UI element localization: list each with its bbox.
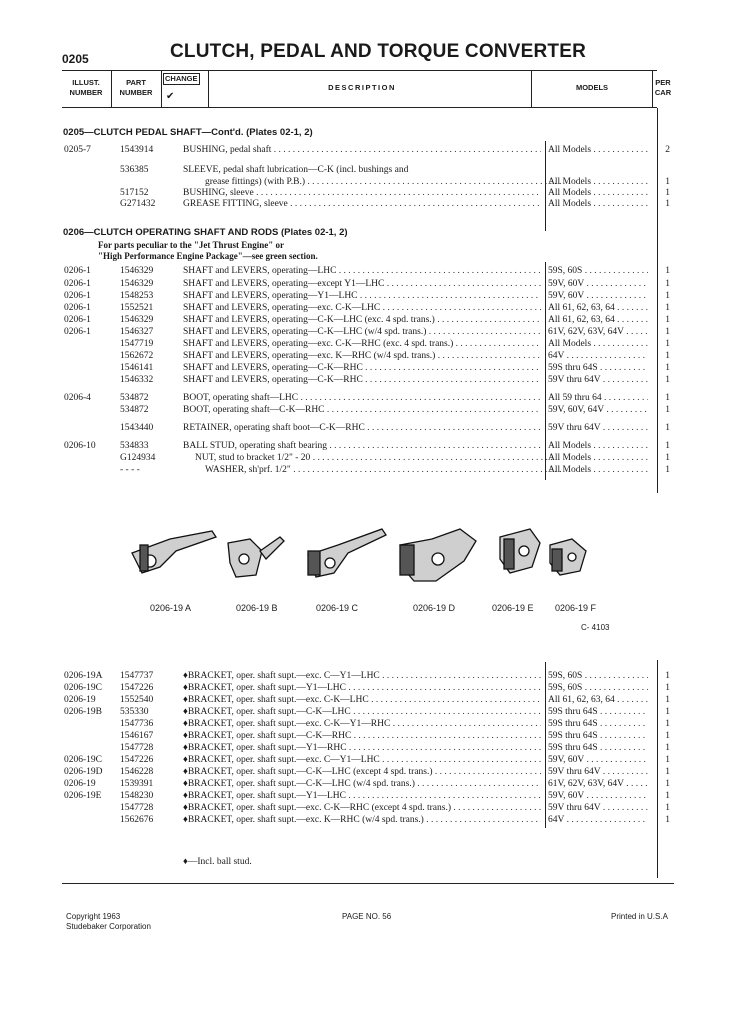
part-description: SHAFT and LEVERS, operating—LHC . . .	[183, 266, 541, 277]
part-description: ♦BRACKET, oper. shaft supt.—C-K—RHC . . .	[183, 731, 541, 742]
part-description: BOOT, operating shaft—C-K—RHC . . .	[183, 405, 541, 416]
part-number: 1546329	[120, 315, 154, 325]
table-row	[62, 375, 672, 386]
model-applicability: 59S thru 64S . . .	[548, 731, 648, 742]
table-row	[62, 779, 672, 790]
illustration-number: 0206-4	[64, 393, 91, 403]
model-applicability: 59V thru 64V . . .	[548, 423, 648, 434]
section-number: 0205	[62, 52, 89, 66]
model-applicability: 59V, 60V . . .	[548, 755, 648, 766]
col-description: DESCRIPTION	[328, 83, 396, 92]
quantity-per-car: 1	[665, 393, 670, 403]
table-row	[62, 441, 672, 452]
quantity-per-car: 1	[665, 671, 670, 681]
table-row	[62, 327, 672, 338]
quantity-per-car: 1	[665, 303, 670, 313]
model-applicability: 59V thru 64V . . .	[548, 375, 648, 386]
part-description: WASHER, sh'prf. 1/2" . . .	[183, 465, 563, 476]
part-number: 535330	[120, 707, 149, 717]
part-description: BUSHING, pedal shaft . . .	[183, 145, 541, 156]
model-applicability: All Models . . .	[548, 339, 648, 350]
table-row	[62, 683, 672, 694]
part-description: ♦BRACKET, oper. shaft supt.—C-K—LHC (except 4 spd. trans.) . . .	[183, 767, 541, 778]
part-description: ♦BRACKET, oper. shaft supt.—C-K—LHC . . .	[183, 707, 541, 718]
bracket-parts-drawing	[120, 515, 600, 595]
part-description: SHAFT and LEVERS, operating—C-K—LHC (w/4 spd. trans.) . . .	[183, 327, 541, 338]
part-description: RETAINER, operating shaft boot—C-K—RHC . . .	[183, 423, 541, 434]
model-applicability: 64V . . .	[548, 815, 648, 826]
quantity-per-car: 1	[665, 719, 670, 729]
table-row	[62, 743, 672, 754]
quantity-per-car: 1	[665, 815, 670, 825]
part-description: ♦BRACKET, oper. shaft supt.—Y1—LHC . . .	[183, 791, 541, 802]
illustration-number: 0206-19B	[64, 707, 102, 717]
model-applicability: 59S thru 64S . . .	[548, 363, 648, 374]
table-row	[62, 291, 672, 302]
part-number: 1543440	[120, 423, 154, 433]
model-applicability: 61V, 62V, 63V, 64V . . .	[548, 779, 648, 790]
col-per-car: PER CAR	[654, 78, 672, 97]
part-description: ♦BRACKET, oper. shaft supt.—exc. C—Y1—LHC . . .	[183, 755, 541, 766]
table-row	[62, 731, 672, 742]
table-row	[62, 188, 672, 199]
model-applicability: 59V thru 64V . . .	[548, 803, 648, 814]
part-description: BOOT, operating shaft—LHC . . .	[183, 393, 541, 404]
quantity-per-car: 1	[665, 363, 670, 373]
table-row	[62, 453, 672, 464]
part-description: ♦BRACKET, oper. shaft supt.—Y1—LHC . . .	[183, 683, 541, 694]
part-number: 534833	[120, 441, 149, 451]
quantity-per-car: 1	[665, 315, 670, 325]
part-description: SHAFT and LEVERS, operating—Y1—LHC . . .	[183, 291, 541, 302]
part-number: 534872	[120, 405, 149, 415]
part-number: 1547737	[120, 671, 154, 681]
model-applicability: 59V, 60V . . .	[548, 279, 648, 290]
part-number: 1562672	[120, 351, 154, 361]
part-description: SHAFT and LEVERS, operating—C-K—RHC . . .	[183, 375, 541, 386]
part-description: ♦BRACKET, oper. shaft supt.—exc. C-K—LHC . . .	[183, 695, 541, 706]
illustration-number: 0206-19C	[64, 755, 102, 765]
quantity-per-car: 1	[665, 266, 670, 276]
table-row	[62, 339, 672, 350]
model-applicability: All Models . . .	[548, 177, 648, 188]
illustration-number: 0205-7	[64, 145, 91, 155]
part-description: SHAFT and LEVERS, operating—C-K—RHC . . .	[183, 363, 541, 374]
quantity-per-car: 1	[665, 339, 670, 349]
quantity-per-car: 1	[665, 188, 670, 198]
part-number: 1552540	[120, 695, 154, 705]
quantity-per-car: 1	[665, 351, 670, 361]
part-number: 1546167	[120, 731, 154, 741]
copyright: Copyright 1963 Studebaker Corporation	[66, 912, 151, 931]
quantity-per-car: 1	[665, 405, 670, 415]
bracket-illustration	[120, 515, 600, 595]
table-row	[62, 199, 672, 210]
table-row	[62, 177, 672, 188]
figure-label-e: 0206-19 E	[492, 603, 534, 613]
model-applicability: All 59 thru 64 . . .	[548, 393, 648, 404]
model-applicability: 59V, 60V, 64V . . .	[548, 405, 648, 416]
part-number: 1547728	[120, 743, 154, 753]
part-description: ♦BRACKET, oper. shaft supt.—exc. C-K—Y1—RHC . . .	[183, 719, 541, 730]
model-applicability: All Models . . .	[548, 188, 648, 199]
part-number: 1546332	[120, 375, 154, 385]
part-number: 1547728	[120, 803, 154, 813]
model-applicability: 59S thru 64S . . .	[548, 719, 648, 730]
part-number: G271432	[120, 199, 156, 209]
quantity-per-car: 1	[665, 423, 670, 433]
model-applicability: 59V, 60V . . .	[548, 291, 648, 302]
col-change: CHANGE	[165, 74, 198, 83]
table-row	[62, 755, 672, 766]
printed-in: Printed in U.S.A	[611, 912, 668, 921]
table-row	[62, 279, 672, 290]
quantity-per-car: 1	[665, 441, 670, 451]
model-applicability: All 61, 62, 63, 64 . . .	[548, 695, 648, 706]
quantity-per-car: 1	[665, 803, 670, 813]
model-applicability: 59V thru 64V . . .	[548, 767, 648, 778]
model-applicability: All 61, 62, 63, 64 . . .	[548, 303, 648, 314]
part-number: 1547719	[120, 339, 154, 349]
model-applicability: All Models . . .	[548, 145, 648, 156]
quantity-per-car: 1	[665, 453, 670, 463]
table-row	[62, 145, 672, 156]
model-applicability: 59V, 60V . . .	[548, 791, 648, 802]
part-number: 1547226	[120, 755, 154, 765]
quantity-per-car: 1	[665, 375, 670, 385]
part-description: ♦BRACKET, oper. shaft supt.—exc. K—RHC (w/4 spd. trans.) . . .	[183, 815, 541, 826]
col-part: PART NUMBER	[119, 78, 153, 97]
page-number: PAGE NO. 56	[342, 912, 392, 921]
quantity-per-car: 2	[665, 145, 670, 155]
part-number: 1546141	[120, 363, 154, 373]
figure-code: C- 4103	[581, 623, 610, 632]
part-number: 517152	[120, 188, 149, 198]
part-number: 1552521	[120, 303, 154, 313]
illustration-number: 0206-19A	[64, 671, 103, 681]
part-number: 1546329	[120, 279, 154, 289]
quantity-per-car: 1	[665, 731, 670, 741]
table-row	[62, 803, 672, 814]
illustration-number: 0206-1	[64, 303, 91, 313]
model-applicability: All 61, 62, 63, 64 . . .	[548, 315, 648, 326]
quantity-per-car: 1	[665, 683, 670, 693]
part-description: ♦BRACKET, oper. shaft supt.—Y1—RHC . . .	[183, 743, 541, 754]
table-row	[62, 315, 672, 326]
table-row	[62, 303, 672, 314]
quantity-per-car: 1	[665, 177, 670, 187]
table-row	[62, 405, 672, 416]
illustration-number: 0206-19C	[64, 683, 102, 693]
table-row	[62, 363, 672, 374]
page-title: CLUTCH, PEDAL AND TORQUE CONVERTER	[170, 41, 587, 62]
part-description: ♦BRACKET, oper. shaft supt.—exc. C-K—RHC (except 4 spd. trans.) . . .	[183, 803, 541, 814]
change-checkmark-icon: ✔	[166, 91, 175, 102]
quantity-per-car: 1	[665, 695, 670, 705]
quantity-per-car: 1	[665, 465, 670, 475]
part-number: 1547736	[120, 719, 154, 729]
illustration-number: 0206-1	[64, 279, 91, 289]
figure-label-f: 0206-19 F	[555, 603, 597, 613]
part-description: ♦BRACKET, oper. shaft supt.—exc. C—Y1—LHC . . .	[183, 671, 541, 682]
quantity-per-car: 1	[665, 707, 670, 717]
part-number: 1562676	[120, 815, 154, 825]
table-row	[62, 393, 672, 404]
table-row	[62, 423, 672, 434]
section-title-clutch-pedal-shaft: 0205—CLUTCH PEDAL SHAFT—Cont'd. (Plates 02-1, 2)	[63, 127, 313, 138]
part-description: ♦BRACKET, oper. shaft supt.—C-K—LHC (w/4 spd. trans.) . . .	[183, 779, 541, 790]
model-applicability: 59S, 60S . . .	[548, 683, 648, 694]
part-description: SHAFT and LEVERS, operating—C-K—LHC (exc. 4 spd. trans.) . . .	[183, 315, 541, 326]
table-row	[62, 671, 672, 682]
part-description: BALL STUD, operating shaft bearing . . .	[183, 441, 541, 452]
part-number: 1546329	[120, 266, 154, 276]
col-illust: ILLUST. NUMBER	[69, 78, 103, 97]
table-row	[62, 767, 672, 778]
part-number: 534872	[120, 393, 149, 403]
part-description: SHAFT and LEVERS, operating—except Y1—LHC . . .	[183, 279, 541, 290]
illustration-number: 0206-19	[64, 779, 96, 789]
table-row	[62, 695, 672, 706]
model-applicability: 59S, 60S . . .	[548, 266, 648, 277]
part-number: 1548230	[120, 791, 154, 801]
illustration-number: 0206-19E	[64, 791, 102, 801]
col-models: MODELS	[575, 83, 609, 92]
illustration-number: 0206-1	[64, 315, 91, 325]
footnote: ♦—Incl. ball stud.	[183, 857, 252, 867]
model-applicability: 64V . . .	[548, 351, 648, 362]
illustration-number: 0206-1	[64, 266, 91, 276]
table-row	[62, 791, 672, 802]
model-applicability: 59S, 60S . . .	[548, 671, 648, 682]
part-description: NUT, stud to bracket 1/2" - 20 . . .	[183, 453, 553, 464]
table-row	[62, 707, 672, 718]
part-description: BUSHING, sleeve . . .	[183, 188, 541, 199]
part-number: 1543914	[120, 145, 154, 155]
quantity-per-car: 1	[665, 755, 670, 765]
model-applicability: All Models . . .	[548, 199, 648, 210]
table-row	[62, 266, 672, 277]
part-number: 536385	[120, 165, 149, 175]
table-row	[62, 165, 672, 176]
quantity-per-car: 1	[665, 779, 670, 789]
table-row	[62, 815, 672, 826]
quantity-per-car: 1	[665, 199, 670, 209]
figure-label-b: 0206-19 B	[236, 603, 278, 613]
table-row	[62, 465, 672, 476]
section-title-clutch-operating-shaft: 0206—CLUTCH OPERATING SHAFT AND RODS (Plates 02-1, 2)	[63, 227, 348, 238]
model-applicability: All Models . . .	[548, 465, 648, 476]
table-row	[62, 351, 672, 362]
part-description: SLEEVE, pedal shaft lubrication—C-K (incl. bushings and	[183, 165, 409, 175]
part-description: SHAFT and LEVERS, operating—exc. C-K—RHC (exc. 4 spd. trans.) . . .	[183, 339, 541, 350]
part-number: - - - -	[120, 465, 140, 475]
section-note: For parts peculiar to the "Jet Thrust Engine" or "High Performance Engine Package"—see green section.	[98, 240, 318, 261]
illustration-number: 0206-19D	[64, 767, 103, 777]
part-number: 1547226	[120, 683, 154, 693]
illustration-number: 0206-19	[64, 695, 96, 705]
part-description: grease fittings) (with P.B.) . . .	[183, 177, 563, 188]
table-row	[62, 719, 672, 730]
quantity-per-car: 1	[665, 327, 670, 337]
part-number: 1546327	[120, 327, 154, 337]
figure-label-d: 0206-19 D	[413, 603, 456, 613]
model-applicability: 59S thru 64S . . .	[548, 707, 648, 718]
part-number: 1548253	[120, 291, 154, 301]
quantity-per-car: 1	[665, 767, 670, 777]
figure-label-c: 0206-19 C	[316, 603, 359, 613]
part-number: 1546228	[120, 767, 154, 777]
quantity-per-car: 1	[665, 291, 670, 301]
part-number: G124934	[120, 453, 156, 463]
quantity-per-car: 1	[665, 791, 670, 801]
model-applicability: 61V, 62V, 63V, 64V . . .	[548, 327, 648, 338]
part-number: 1539391	[120, 779, 154, 789]
quantity-per-car: 1	[665, 743, 670, 753]
part-description: SHAFT and LEVERS, operating—exc. C-K—LHC . . .	[183, 303, 541, 314]
part-description: GREASE FITTING, sleeve . . .	[183, 199, 541, 210]
figure-label-a: 0206-19 A	[150, 603, 192, 613]
model-applicability: 59S thru 64S . . .	[548, 743, 648, 754]
part-description: SHAFT and LEVERS, operating—exc. K—RHC (w/4 spd. trans.) . . .	[183, 351, 541, 362]
quantity-per-car: 1	[665, 279, 670, 289]
model-applicability: All Models . . .	[548, 441, 648, 452]
model-applicability: All Models . . .	[548, 453, 648, 464]
illustration-number: 0206-1	[64, 327, 91, 337]
column-header	[62, 70, 672, 108]
illustration-number: 0206-10	[64, 441, 96, 451]
illustration-number: 0206-1	[64, 291, 91, 301]
